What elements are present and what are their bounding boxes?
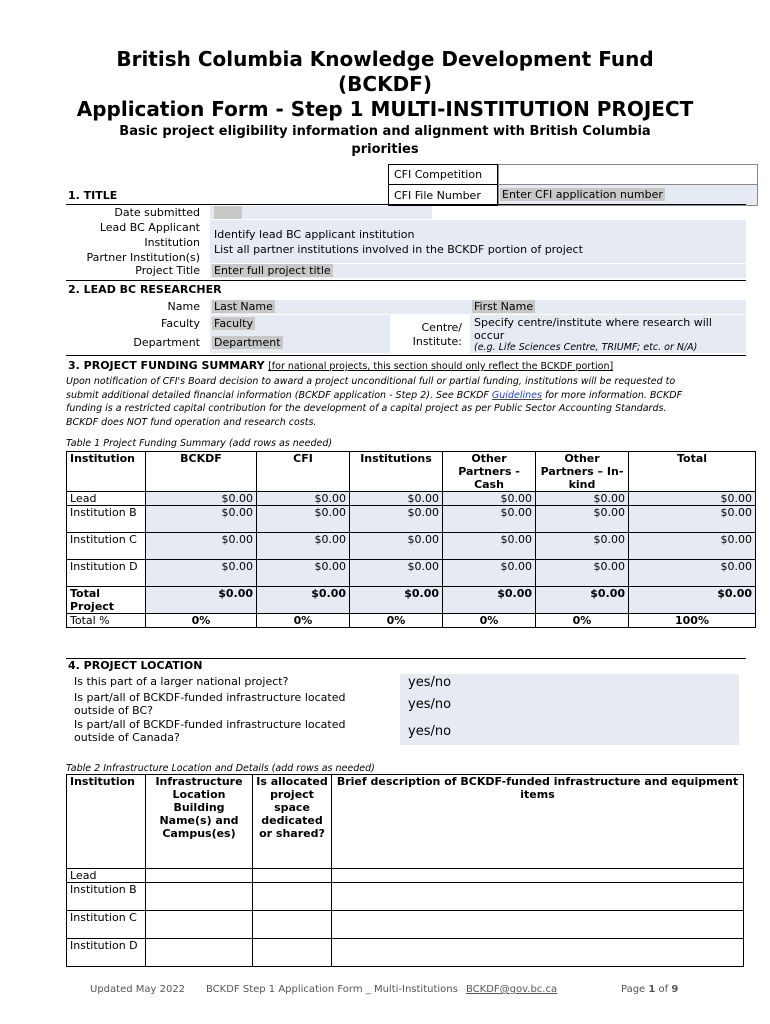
t2-row-label: Lead	[67, 869, 146, 883]
table-row	[67, 883, 744, 911]
t1-cell[interactable]: $0.00	[536, 587, 629, 614]
a-national-project[interactable]: yes/no	[408, 675, 452, 690]
section2-rule	[66, 280, 746, 281]
footer-doc-name: BCKDF Step 1 Application Form _ Multi-Institutions	[206, 984, 458, 995]
t2-cell[interactable]	[332, 869, 744, 883]
table-row	[67, 614, 756, 628]
t1-row-label: Institution D	[67, 560, 146, 587]
t1-row-label: Lead	[67, 492, 146, 506]
t2-cell[interactable]	[253, 939, 332, 967]
t1-cell[interactable]: $0.00	[443, 587, 536, 614]
t1-col-institution: Institution	[67, 452, 146, 492]
faculty-field[interactable]: Faculty	[214, 317, 253, 330]
t1-cell[interactable]: 0%	[350, 614, 443, 628]
cfi-box	[388, 164, 758, 206]
t1-cell[interactable]: $0.00	[146, 506, 257, 533]
t1-cell[interactable]: $0.00	[629, 587, 756, 614]
table-row	[67, 506, 756, 533]
table1-caption: Table 1 Project Funding Summary (add rows as needed)	[66, 438, 333, 449]
partner-institutions-label: Partner Institution(s)	[86, 251, 200, 264]
t1-cell[interactable]: $0.00	[536, 506, 629, 533]
t2-col-space: Is allocated project space dedicated or shared?	[253, 775, 332, 869]
section2-heading: 2. LEAD BC RESEARCHER	[68, 283, 222, 296]
t1-col-other-inkind: Other Partners – In-kind	[536, 452, 629, 492]
date-submitted-label: Date submitted	[114, 206, 200, 219]
section3-heading-note: [for national projects, this section should only reflect the BCKDF portion]	[268, 361, 614, 372]
t1-cell[interactable]: $0.00	[350, 560, 443, 587]
t1-cell[interactable]: $0.00	[350, 533, 443, 560]
centre-institute-label: Centre/ Institute:	[412, 321, 462, 348]
footer-email-link[interactable]: BCKDF@gov.bc.ca	[466, 984, 558, 995]
t1-cell[interactable]: $0.00	[257, 492, 350, 506]
t1-col-institutions: Institutions	[350, 452, 443, 492]
t1-cell[interactable]: $0.00	[629, 492, 756, 506]
department-label: Department	[133, 336, 200, 349]
table-row	[67, 939, 744, 967]
funding-summary-table	[66, 451, 756, 628]
date-submitted-field[interactable]	[214, 206, 242, 219]
t2-col-description: Brief description of BCKDF-funded infrastructure and equipment items	[332, 775, 744, 869]
doc-subtitle-line1: Basic project eligibility information and alignment with British Columbia	[119, 124, 651, 139]
q-outside-canada: Is part/all of BCKDF-funded infrastructure located outside of Canada?	[74, 718, 346, 744]
centre-institute-example: (e.g. Life Sciences Centre, TRIUMF; etc. or N/A)	[474, 342, 698, 353]
t1-cell[interactable]: $0.00	[350, 587, 443, 614]
t1-cell[interactable]: 0%	[257, 614, 350, 628]
section3-heading: 3. PROJECT FUNDING SUMMARY	[68, 359, 265, 372]
t1-cell[interactable]: $0.00	[146, 560, 257, 587]
t1-cell[interactable]: $0.00	[536, 533, 629, 560]
t1-cell[interactable]: $0.00	[536, 560, 629, 587]
institution-field-bg	[210, 220, 746, 263]
table-row	[67, 533, 756, 560]
t2-cell[interactable]	[253, 883, 332, 911]
section1-rule	[66, 204, 746, 205]
cfi-file-number-label: CFI File Number	[394, 189, 481, 202]
doc-title-line1: British Columbia Knowledge Development Fund	[116, 47, 654, 71]
t1-cell[interactable]: 0%	[443, 614, 536, 628]
table-row	[67, 492, 756, 506]
doc-title-line3: Application Form - Step 1 MULTI-INSTITUTION PROJECT	[76, 97, 694, 121]
t1-cell[interactable]: $0.00	[350, 492, 443, 506]
t1-cell[interactable]: $0.00	[443, 506, 536, 533]
t1-cell[interactable]: $0.00	[146, 533, 257, 560]
t1-cell[interactable]: $0.00	[443, 560, 536, 587]
t1-cell[interactable]: $0.00	[146, 492, 257, 506]
t1-row-label: Total Project	[67, 587, 146, 614]
t1-cell[interactable]: $0.00	[629, 533, 756, 560]
t2-cell[interactable]	[253, 869, 332, 883]
q-outside-bc: Is part/all of BCKDF-funded infrastructure located outside of BC?	[74, 691, 346, 717]
lead-institution-label: Lead BC Applicant Institution	[99, 221, 200, 249]
date-submitted-row	[210, 206, 432, 219]
t1-cell[interactable]: $0.00	[257, 533, 350, 560]
lead-institution-field[interactable]: Identify lead BC applicant institution	[214, 228, 415, 241]
t1-cell[interactable]: $0.00	[629, 560, 756, 587]
t2-cell[interactable]	[146, 869, 253, 883]
table-row	[67, 869, 744, 883]
guidelines-link[interactable]: Guidelines	[491, 389, 542, 401]
t1-cell[interactable]: $0.00	[146, 587, 257, 614]
infrastructure-location-table	[66, 774, 744, 967]
t2-col-institution: Institution	[67, 775, 146, 869]
t2-cell[interactable]	[146, 883, 253, 911]
cfi-competition-field[interactable]	[502, 168, 752, 182]
t1-cell[interactable]: 0%	[146, 614, 257, 628]
researcher-name-label: Name	[167, 300, 200, 313]
t2-row-label: Institution D	[67, 939, 146, 967]
t2-cell[interactable]	[332, 939, 744, 967]
t2-cell[interactable]	[332, 911, 744, 939]
project-title-label: Project Title	[135, 264, 200, 277]
partner-institutions-field[interactable]: List all partner institutions involved in the BCKDF portion of project	[214, 243, 583, 256]
t1-col-bckdf: BCKDF	[146, 452, 257, 492]
footer-updated: Updated May 2022	[90, 984, 186, 995]
t1-col-cfi: CFI	[257, 452, 350, 492]
section4-heading: 4. PROJECT LOCATION	[68, 659, 203, 672]
doc-title-line2: (BCKDF)	[338, 72, 432, 96]
t2-col-location: Infrastructure Location Building Name(s) and Campus(es)	[146, 775, 253, 869]
t2-cell[interactable]	[253, 911, 332, 939]
first-name-field[interactable]: First Name	[474, 300, 534, 313]
footer-page-number: Page 1 of 9	[621, 984, 679, 995]
t2-row-label: Institution B	[67, 883, 146, 911]
last-name-field[interactable]: Last Name	[214, 300, 273, 313]
t1-cell[interactable]: $0.00	[536, 492, 629, 506]
project-title-field[interactable]: Enter full project title	[214, 264, 331, 277]
doc-subtitle-line2: priorities	[351, 142, 419, 157]
cfi-competition-label: CFI Competition	[394, 168, 483, 181]
section3-rule	[66, 355, 746, 356]
table-row	[67, 587, 756, 614]
a-outside-canada[interactable]: yes/no	[408, 724, 452, 739]
t1-cell[interactable]: $0.00	[443, 533, 536, 560]
t1-col-other-cash: Other Partners - Cash	[443, 452, 536, 492]
t2-row-label: Institution C	[67, 911, 146, 939]
t1-cell[interactable]: $0.00	[443, 492, 536, 506]
a-outside-bc[interactable]: yes/no	[408, 697, 452, 712]
t2-cell[interactable]	[146, 911, 253, 939]
cfi-file-number-field[interactable]: Enter CFI application number	[502, 188, 663, 201]
section3-paragraph: Upon notification of CFI's Board decision to award a project unconditional full or partial funding, institutions will be requested to submit additional detailed financial information (BCKDF application - Step 2). See BCKDF Guidelines for more information. BCKDF funding is a restricted capital contribution for the development of a capital project as per Public Sector Accounting Standards. BCKDF does NOT fund operation and research costs.	[66, 376, 683, 428]
t1-cell[interactable]: $0.00	[629, 506, 756, 533]
t1-cell[interactable]: $0.00	[257, 506, 350, 533]
t1-row-label: Total %	[67, 614, 146, 628]
t2-cell[interactable]	[332, 883, 744, 911]
t1-cell[interactable]: $0.00	[350, 506, 443, 533]
t1-cell[interactable]: 100%	[629, 614, 756, 628]
department-field[interactable]: Department	[214, 336, 281, 349]
t1-row-label: Institution C	[67, 533, 146, 560]
t1-cell[interactable]: $0.00	[257, 587, 350, 614]
table2-caption: Table 2 Infrastructure Location and Details (add rows as needed)	[66, 763, 375, 774]
t2-cell[interactable]	[146, 939, 253, 967]
table-row	[67, 560, 756, 587]
section3-heading-line	[68, 359, 613, 372]
centre-institute-field[interactable]: Specify centre/institute where research will occur	[474, 316, 712, 342]
t1-cell[interactable]: $0.00	[257, 560, 350, 587]
t1-row-label: Institution B	[67, 506, 146, 533]
faculty-label: Faculty	[161, 317, 200, 330]
q-national-project: Is this part of a larger national project?	[74, 675, 289, 688]
table-row	[67, 911, 744, 939]
section1-heading: 1. TITLE	[68, 189, 118, 202]
t1-col-total: Total	[629, 452, 756, 492]
t1-cell[interactable]: 0%	[536, 614, 629, 628]
